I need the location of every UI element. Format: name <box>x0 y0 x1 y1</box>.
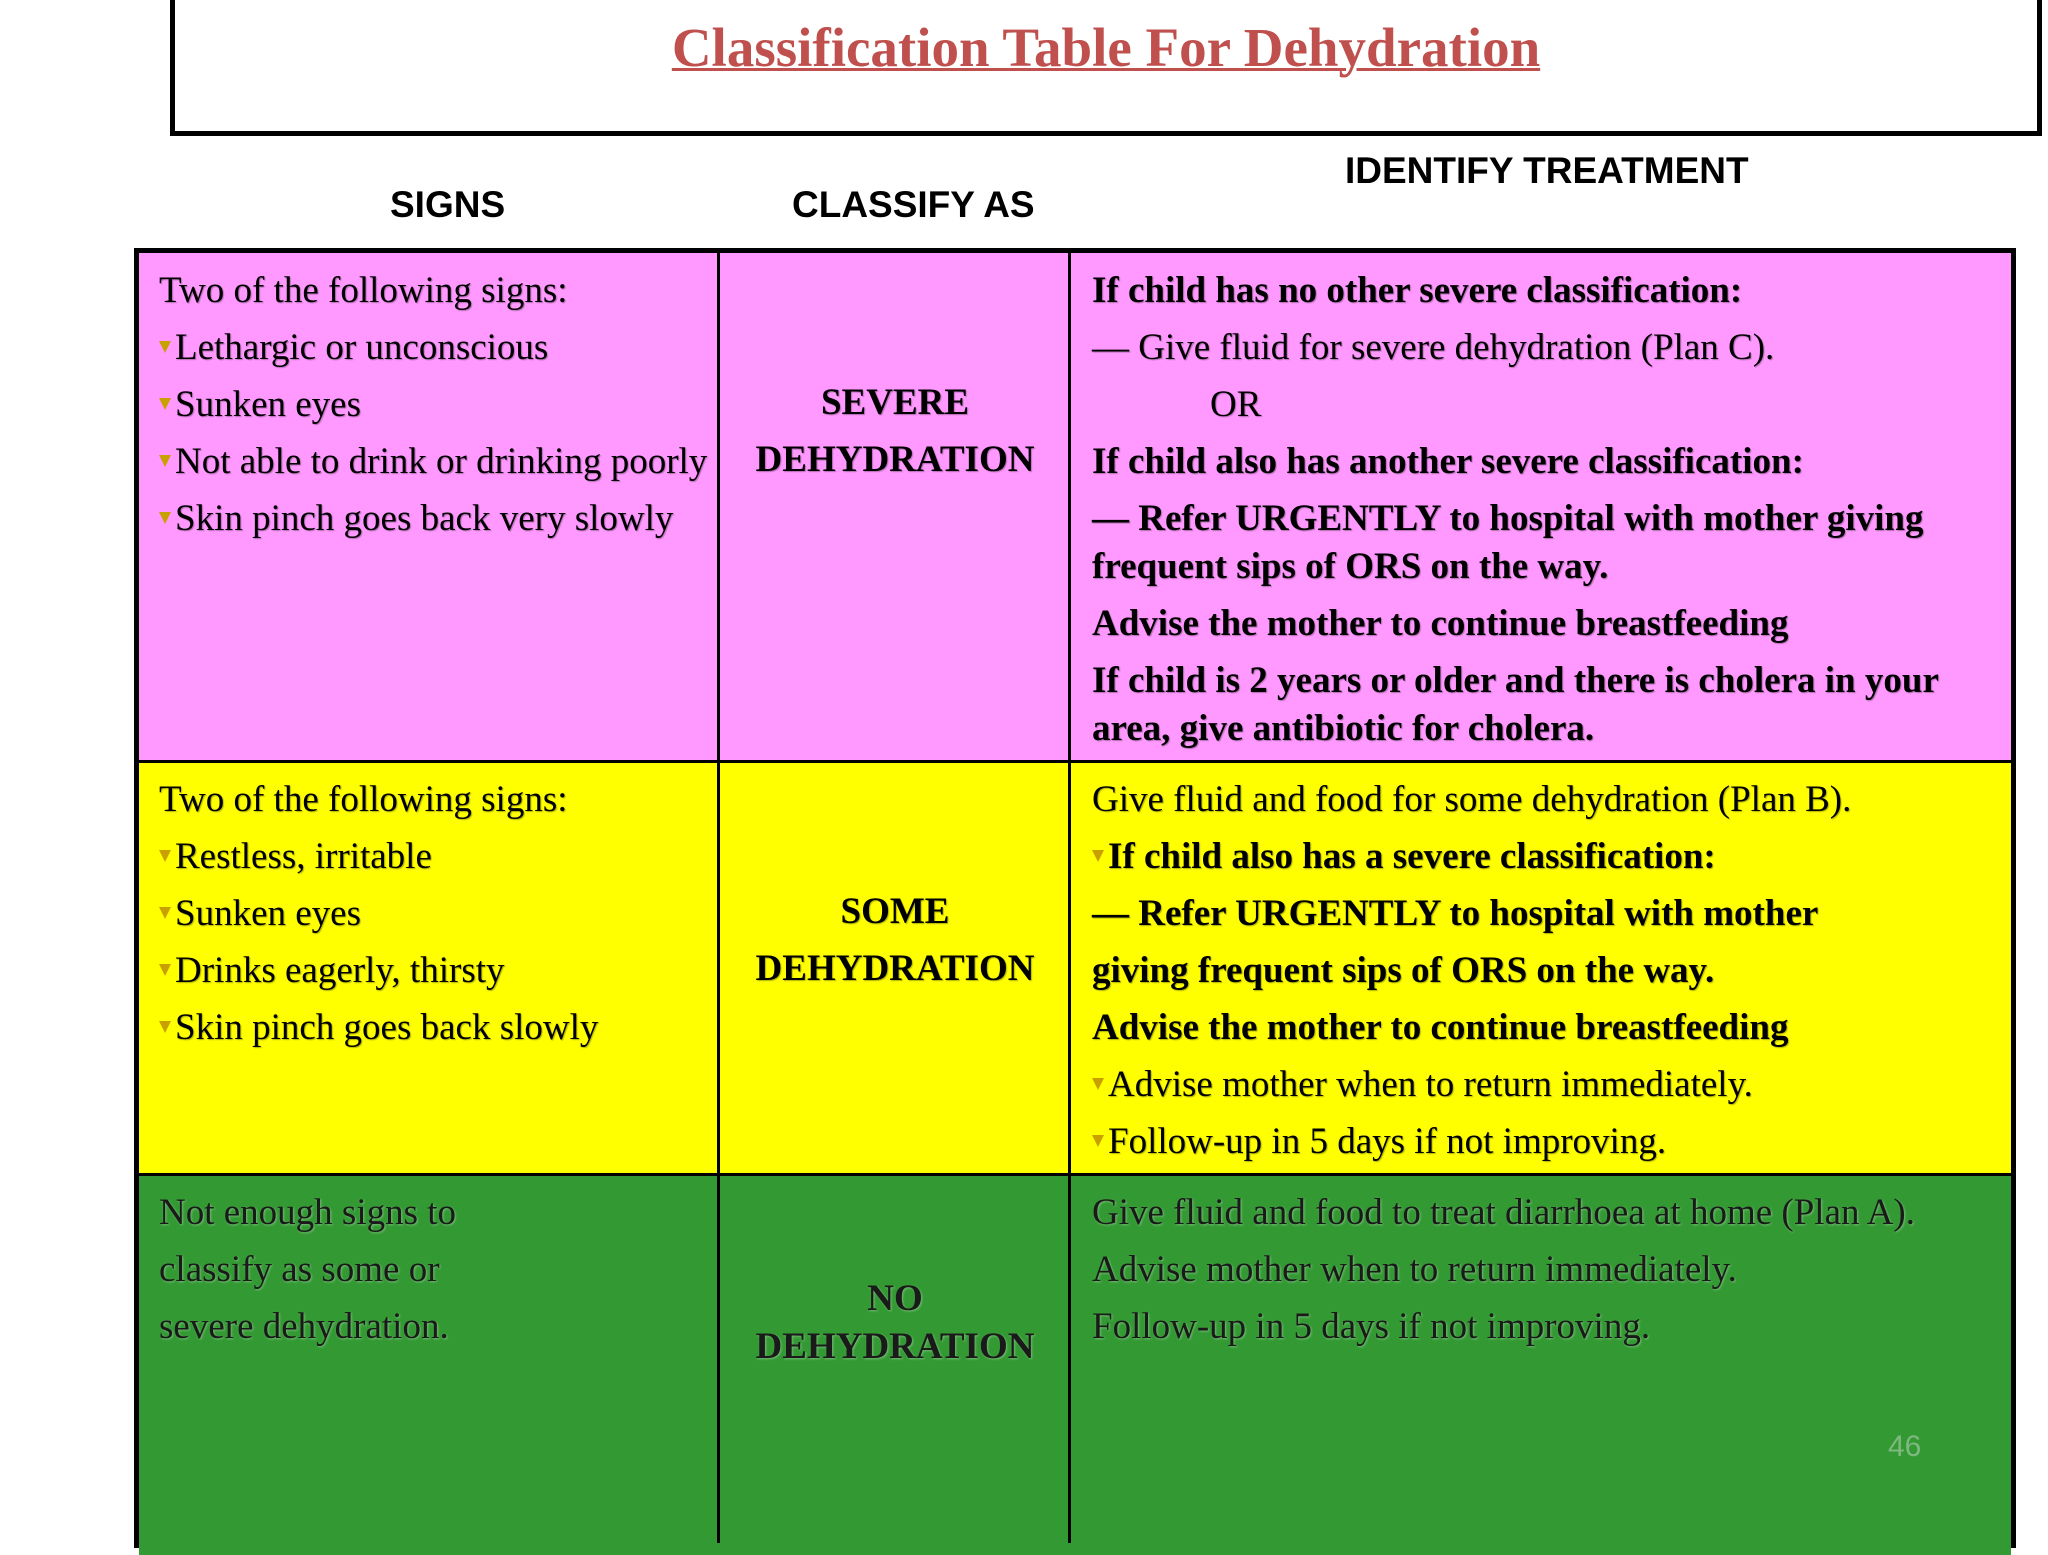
list-item: Sunken eyes <box>159 381 719 429</box>
row-divider <box>139 760 2011 763</box>
row-severe-dehydration <box>139 253 2011 762</box>
some-classification: SOME DEHYDRATION <box>755 891 1035 989</box>
none-signs-cell: Not enough signs to classify as some or severe dehydration. <box>159 1192 457 1347</box>
list-item: Skin pinch goes back very slowly <box>159 495 719 543</box>
list-item: Sunken eyes <box>159 890 719 938</box>
none-treatment-cell: Give fluid and food to treat diarrhoea at home (Plan A). Advise mother when to return immediately. Follow-up in 5 days if not improving. <box>1092 1192 1915 1347</box>
severe-signs-intro: Two of the following signs: <box>159 270 568 311</box>
bullet-icon <box>1092 1078 1104 1090</box>
column-divider <box>1068 253 1071 1543</box>
slide-title: Classification Table For Dehydration <box>671 17 1541 78</box>
none-classification: NO DEHYDRATION <box>755 1278 1035 1367</box>
severe-signs-cell <box>159 267 719 552</box>
list-item: Drinks eagerly, thirsty <box>159 947 719 995</box>
bullet-icon <box>1092 850 1104 862</box>
header-classify: CLASSIFY AS <box>792 184 1035 225</box>
bullet-icon <box>159 907 171 919</box>
bullet-icon <box>159 512 171 524</box>
list-item: If child also has a severe classification: <box>1092 833 2012 881</box>
list-item: Lethargic or unconscious <box>159 324 719 372</box>
title-box <box>170 0 2042 136</box>
column-divider <box>717 253 720 1543</box>
list-item: Skin pinch goes back slowly <box>159 1004 719 1052</box>
page-number: 46 <box>1888 1430 1922 1463</box>
bullet-icon <box>159 1021 171 1033</box>
severe-treatment-cell: If child has no other severe classification: — Give fluid for severe dehydration (Plan C). OR If child also has another severe classification: — Refer URGENTLY to hospital with mother giving frequent sips of ORS on the way. Advise the mother to continue breastfeeding If child is 2 years or older and there is cholera in your area, give antibiotic for cholera. <box>1092 270 1939 749</box>
row-some-dehydration <box>139 762 2011 1175</box>
bullet-icon <box>159 341 171 353</box>
row-no-dehydration <box>139 1175 2011 1555</box>
row-divider <box>139 1173 2011 1176</box>
bullet-icon <box>159 850 171 862</box>
some-signs-cell: Two of the following signs: Restless, irritable Sunken eyes Drinks eagerly, thirsty Skin pinch goes back slowly <box>159 776 719 1061</box>
classification-table <box>134 248 2016 1548</box>
bullet-icon <box>1092 1135 1104 1147</box>
bullet-icon <box>159 964 171 976</box>
list-item: Restless, irritable <box>159 833 719 881</box>
some-treatment-cell: Give fluid and food for some dehydration (Plan B). If child also has a severe classification: — Refer URGENTLY to hospital with mother giving frequent sips of ORS on the way. Advise the mother to continue breastfeeding Advise mother when to return immediately. Follow-up in 5 days if not improving. <box>1092 776 2012 1175</box>
header-signs: SIGNS <box>390 184 506 225</box>
severe-classification: SEVERE DEHYDRATION <box>755 382 1035 480</box>
bullet-icon <box>159 455 171 467</box>
bullet-icon <box>159 398 171 410</box>
list-item: Not able to drink or drinking poorly <box>159 438 719 486</box>
header-treatment: IDENTIFY TREATMENT <box>1345 150 1749 191</box>
list-item: Follow-up in 5 days if not improving. <box>1092 1118 2012 1166</box>
list-item: Advise mother when to return immediately. <box>1092 1061 2012 1109</box>
